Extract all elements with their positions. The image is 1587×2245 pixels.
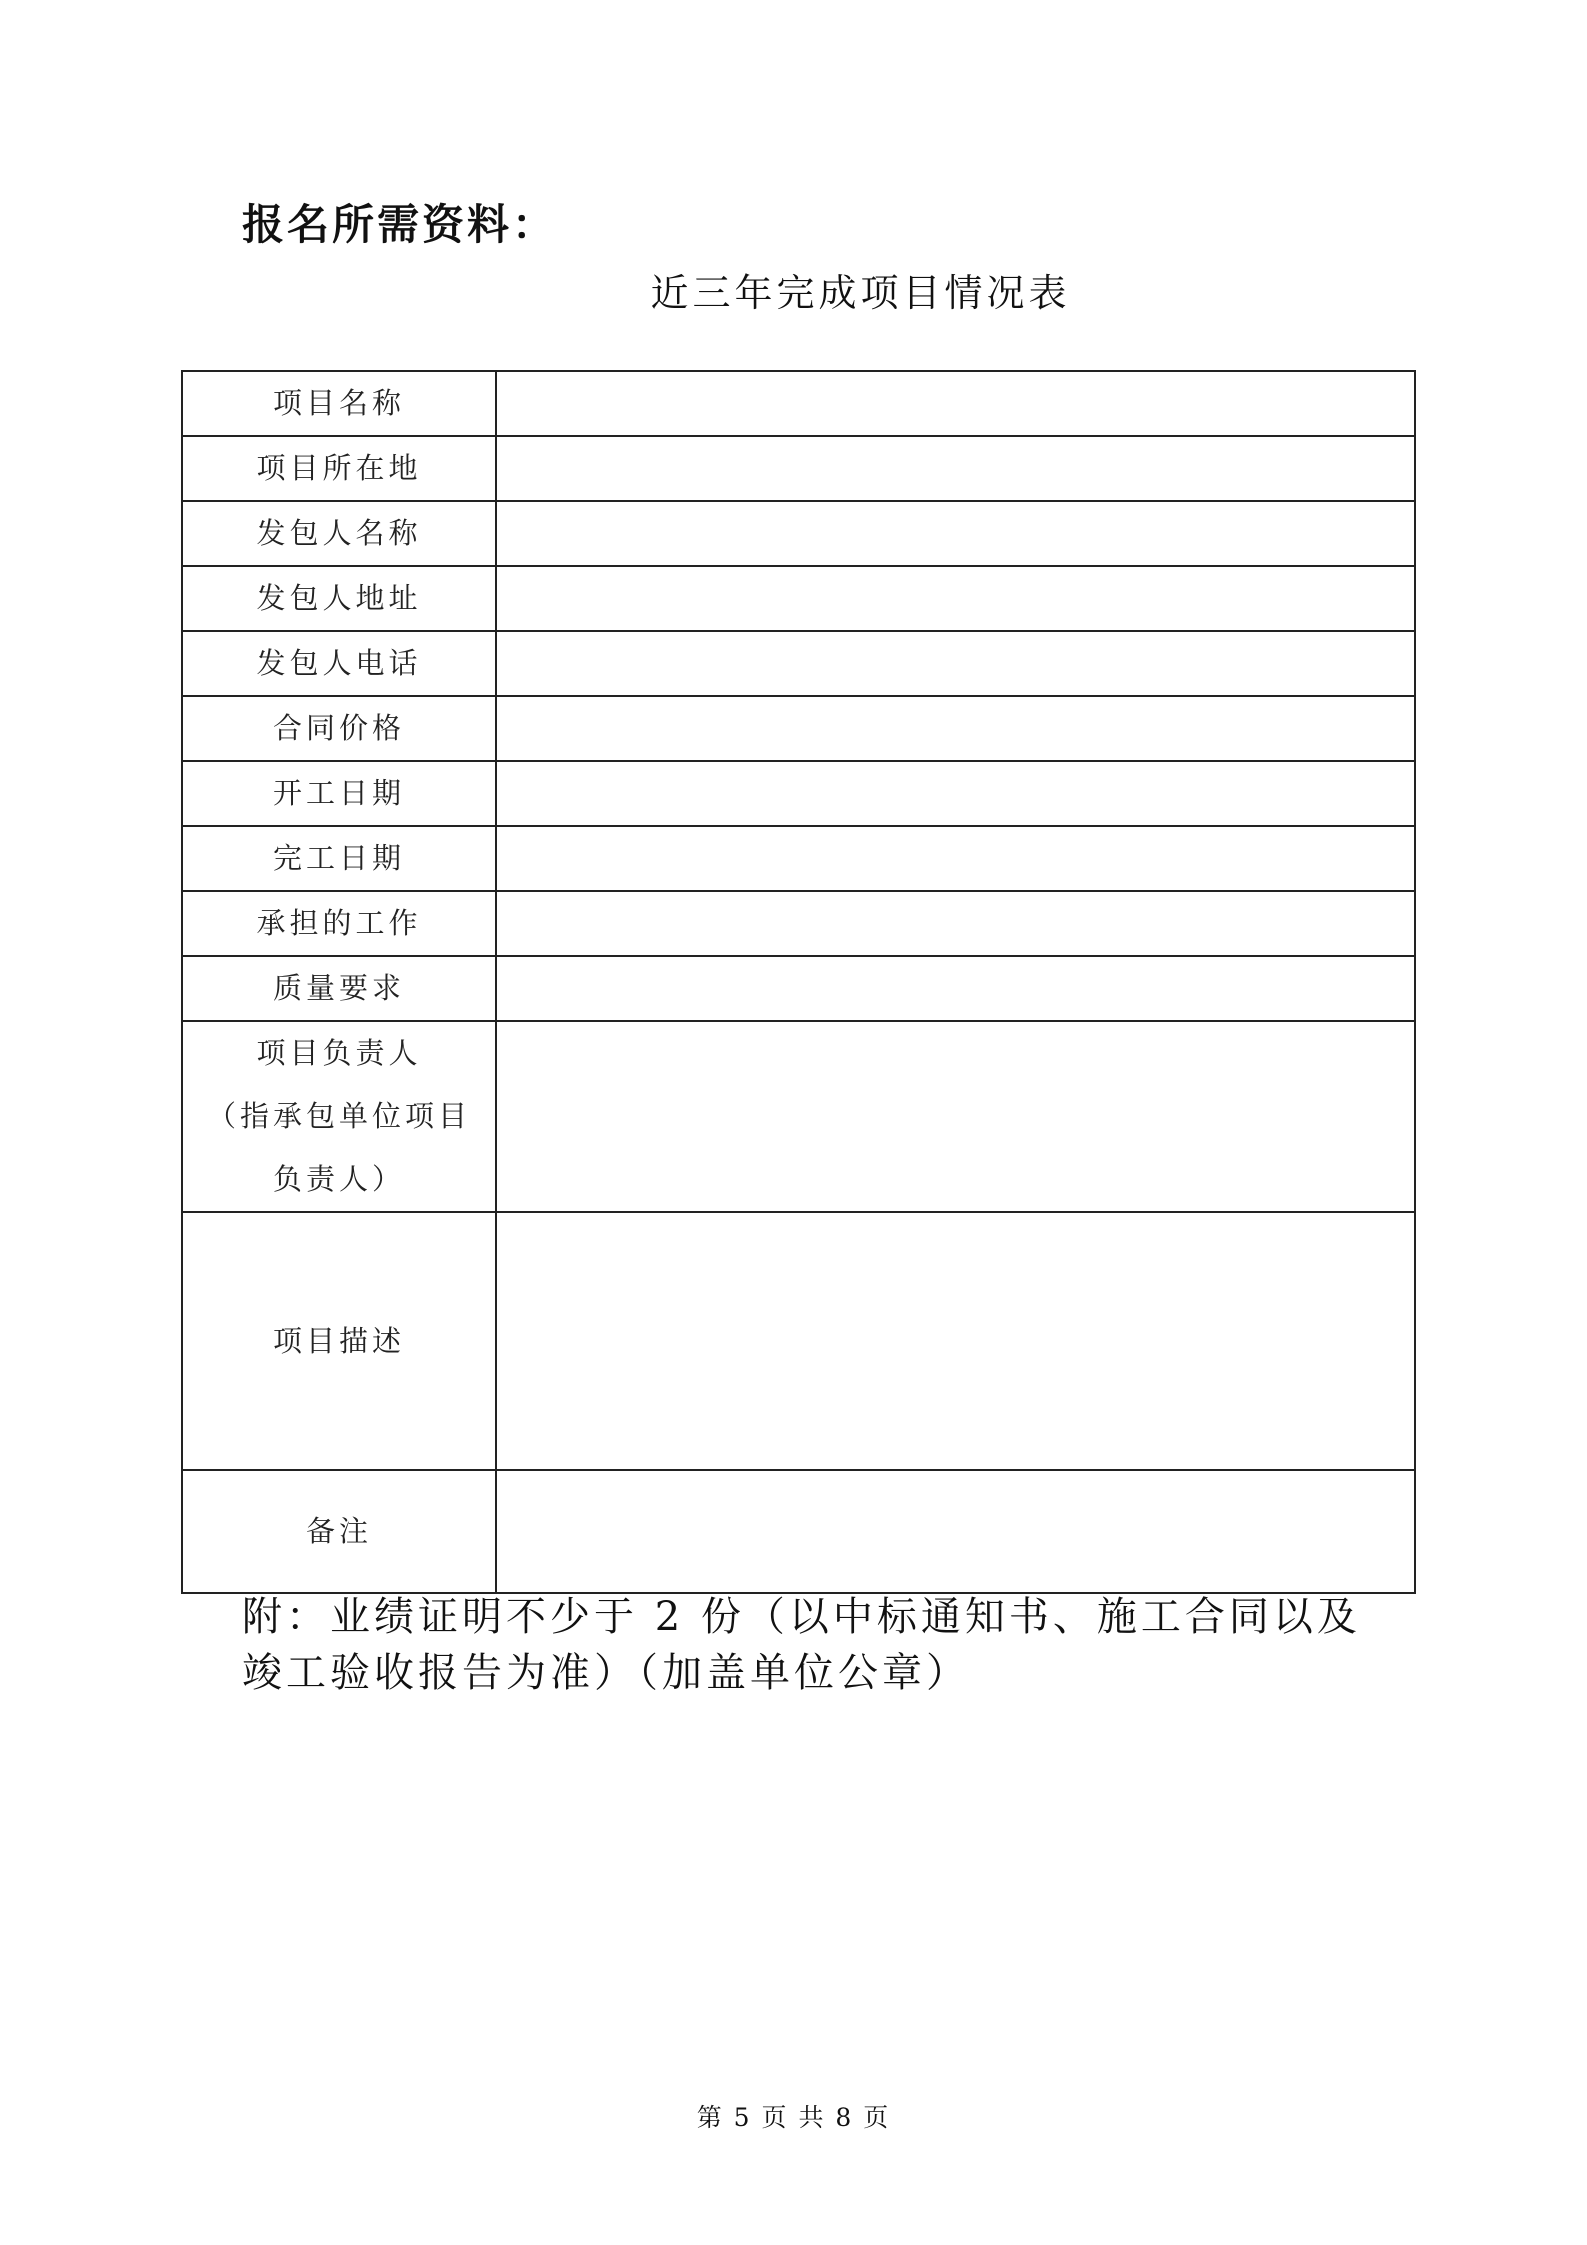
note-line: 竣工验收报告为准）（加盖单位公章） bbox=[242, 1650, 970, 1696]
row-label-line: 质量要求 bbox=[272, 971, 405, 1005]
note bbox=[242, 1589, 1392, 1701]
table-row bbox=[182, 501, 1415, 566]
row-label bbox=[182, 436, 496, 501]
row-label bbox=[182, 371, 496, 436]
row-label-line: 完工日期 bbox=[272, 841, 405, 875]
row-label bbox=[182, 1470, 496, 1593]
row-label bbox=[182, 501, 496, 566]
table-row bbox=[182, 436, 1415, 501]
row-value-field[interactable] bbox=[496, 436, 1415, 501]
row-value-field[interactable] bbox=[496, 566, 1415, 631]
project-info-table bbox=[181, 370, 1416, 1594]
row-label-line: 备注 bbox=[305, 1514, 372, 1548]
table-row bbox=[182, 696, 1415, 761]
row-value-field[interactable] bbox=[496, 696, 1415, 761]
row-label-line: 开工日期 bbox=[272, 776, 405, 810]
table-row bbox=[182, 761, 1415, 826]
page-footer: 第 5 页 共 8 页 bbox=[696, 2103, 891, 2132]
table-row bbox=[182, 566, 1415, 631]
row-value-field[interactable] bbox=[496, 631, 1415, 696]
table-row bbox=[182, 1470, 1415, 1593]
row-label bbox=[182, 1021, 496, 1212]
table-row bbox=[182, 1212, 1415, 1470]
row-value-field[interactable] bbox=[496, 1021, 1415, 1212]
row-value-field[interactable] bbox=[496, 1470, 1415, 1593]
row-label bbox=[182, 1212, 496, 1470]
table-row bbox=[182, 631, 1415, 696]
table-row bbox=[182, 891, 1415, 956]
row-label bbox=[182, 696, 496, 761]
row-label bbox=[182, 956, 496, 1021]
row-label-line: 项目描述 bbox=[272, 1323, 405, 1358]
table-row bbox=[182, 826, 1415, 891]
row-label-line: 负责人） bbox=[272, 1162, 405, 1196]
row-label bbox=[182, 566, 496, 631]
row-value-field[interactable] bbox=[496, 826, 1415, 891]
row-label-line: 发包人电话 bbox=[256, 646, 422, 680]
row-value-field[interactable] bbox=[496, 761, 1415, 826]
row-label-line: 合同价格 bbox=[272, 711, 405, 745]
table-row bbox=[182, 1021, 1415, 1212]
row-value-field[interactable] bbox=[496, 501, 1415, 566]
row-value-field[interactable] bbox=[496, 891, 1415, 956]
note-line: 附：业绩证明不少于 2 份（以中标通知书、施工合同以及 bbox=[242, 1594, 1361, 1640]
row-label-line: 发包人地址 bbox=[256, 581, 422, 615]
row-label-line: 项目名称 bbox=[272, 386, 405, 420]
table-row bbox=[182, 956, 1415, 1021]
section-heading: 报名所需资料： bbox=[242, 200, 558, 249]
row-label bbox=[182, 826, 496, 891]
row-value-field[interactable] bbox=[496, 371, 1415, 436]
row-label bbox=[182, 631, 496, 696]
row-label-line: 项目所在地 bbox=[256, 451, 422, 485]
row-label-line: （指承包单位项目 bbox=[206, 1099, 471, 1133]
row-label bbox=[182, 761, 496, 826]
row-value-field[interactable] bbox=[496, 1212, 1415, 1470]
row-label-line: 发包人名称 bbox=[256, 516, 422, 550]
table-row bbox=[182, 371, 1415, 436]
row-label-line: 承担的工作 bbox=[256, 906, 422, 940]
row-value-field[interactable] bbox=[496, 956, 1415, 1021]
table-title: 近三年完成项目情况表 bbox=[650, 271, 1071, 315]
row-label bbox=[182, 891, 496, 956]
row-label-line: 项目负责人 bbox=[256, 1036, 422, 1070]
